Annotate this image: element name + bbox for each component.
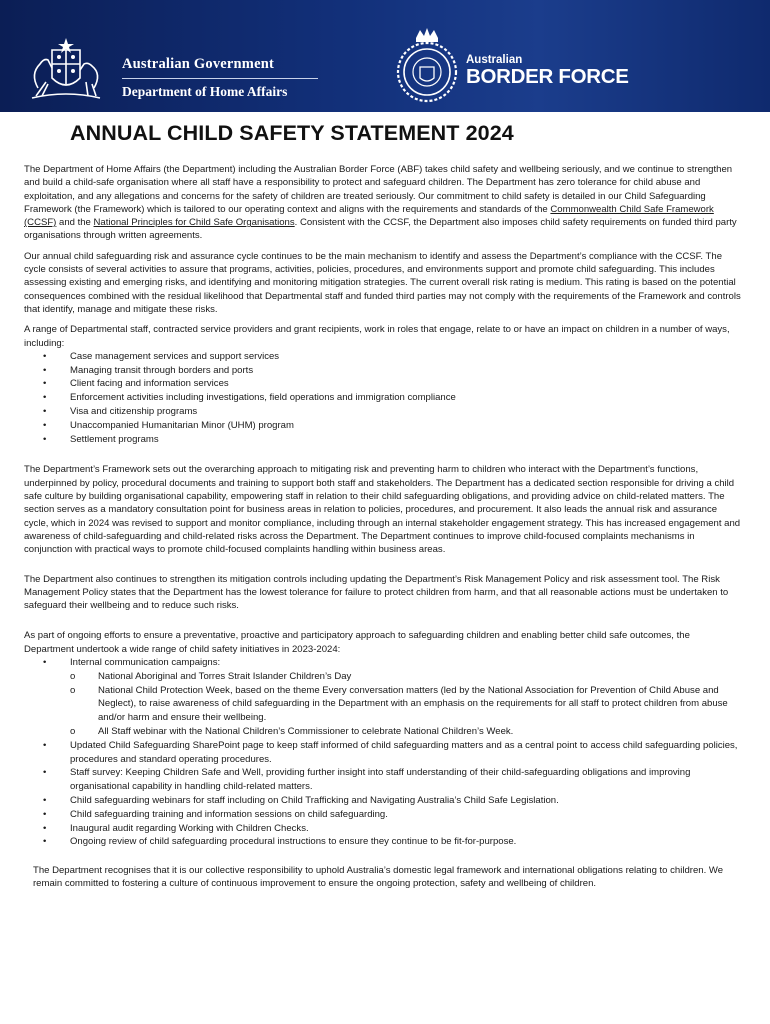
list-item (24, 822, 742, 836)
bullet-icon: • (43, 657, 47, 668)
bullet-icon: • (43, 433, 47, 445)
page-title: ANNUAL CHILD SAFETY STATEMENT 2024 (70, 121, 514, 145)
sub-list-item (70, 670, 742, 684)
border-force-badge-icon (394, 28, 460, 106)
coat-of-arms-icon (18, 38, 114, 102)
bullet-icon: • (43, 767, 47, 779)
roles-paragraph: A range of Departmental staff, contracted service providers and grant recipients, work in roles that engage, relate to or have an impact on children in a number of ways, including: (24, 324, 730, 349)
list-item-text: Ongoing review of child safeguarding procedural instructions to ensure they continue to be fit-for-purpose. (70, 836, 517, 848)
list-item-text: Enforcement activities including investigations, field operations and immigration compliance (70, 392, 456, 404)
bullet-icon: • (43, 739, 47, 751)
header-banner (0, 0, 770, 112)
bullet-icon: • (43, 822, 47, 834)
intro-text-b: and the (56, 217, 94, 229)
department-name: Department of Home Affairs (122, 84, 288, 99)
list-item (24, 391, 742, 405)
list-item (24, 808, 742, 822)
intro-paragraph (24, 163, 742, 243)
list-item (24, 419, 742, 433)
sub-list-item-text: All Staff webinar with the National Children’s Commissioner to celebrate National Children’s Week. (98, 725, 514, 737)
bullet-icon: • (43, 794, 47, 806)
list-item-text: Updated Child Safeguarding SharePoint page to keep staff informed of child safeguarding matters and as a central point to access child safeguarding policies, procedures and standard operating procedures. (70, 739, 738, 765)
sub-list-item-text: National Child Protection Week, based on the theme Every conversation matters (led by the National Association for Prevention of Child Abuse and Neglect), to raise awareness of child safeguarding in the Department with an emphasis on the requirements for all staff to protect children from abuse and/or harm and ensure their wellbeing. (98, 684, 728, 724)
bullet-icon: • (43, 350, 47, 362)
initiatives-paragraph: As part of ongoing efforts to ensure a preventative, proactive and participatory approach to safeguarding children and enabling better child safe outcomes, the Department undertook a wide range of child safety initiatives in 2023-2024: (24, 630, 690, 655)
national-principles-link[interactable]: National Principles for Child Safe Organisations (93, 217, 295, 229)
sub-bullet-icon: o (70, 670, 76, 682)
list-item (24, 656, 742, 739)
closing-paragraph: The Department recognises that it is our collective responsibility to uphold Australia’s domestic legal framework and international obligations relating to children. We remain committed to fostering a culture of continuous improvement to ensure the ongoing protection, safety and wellbeing of children. (33, 865, 724, 890)
bullet-icon: • (43, 378, 47, 390)
campaigns-sublist (70, 670, 742, 739)
list-item (24, 794, 742, 808)
bullet-icon: • (43, 419, 47, 431)
initiatives-list (24, 656, 742, 849)
list-item-text: Settlement programs (70, 433, 159, 445)
bullet-icon: • (43, 836, 47, 848)
border-force-label: BORDER FORCE (466, 65, 629, 88)
bullet-icon: • (43, 392, 47, 404)
list-item (24, 350, 742, 364)
government-name: Australian Government (122, 56, 275, 72)
list-item (24, 405, 742, 419)
risk-policy-paragraph: The Department also continues to strengthen its mitigation controls including updating the Department’s Risk Management Policy and risk assessment tool. The Risk Management Policy states that the Department has the lowest tolerance for failure to protect children from harm, and that all reasonable actions must be undertaken to safeguard their wellbeing and to reduce such risks. (24, 573, 729, 612)
ccsf-link[interactable]: Commonwealth Child Safe Framework (CCSF) (24, 203, 714, 229)
sub-list-item (70, 684, 742, 725)
framework-paragraph: The Department’s Framework sets out the overarching approach to mitigating risk and preventing harm to children who interact with the Department’s functions, underpinned by policy, procedural documents and training to support both staff and stakeholders. The Department has a dedicated section responsible for driving a child safe culture by building organisational capability, empowering staff in relation to their child safeguarding obligations, and providing advice on child-related matters. The section serves as a mandatory consultation point for business areas in relation to policies, procedures, and procurement. It also leads the annual risk and assurance cycle, which in 2024 was revised to support and monitor compliance, including through an internal stakeholder engagement strategy. This has increased engagement and awareness of child-safeguarding and child-related risks across the Department. The Department continues to improve child-focused complaints mechanisms in conjunction with practical ways to promote child-focused complaints handling within business areas. (24, 464, 741, 556)
list-item-text: Staff survey: Keeping Children Safe and Well, providing further insight into staff understanding of their child-safeguarding obligations and improving organisational capability in handling child-related matters. (70, 767, 691, 793)
header-divider (122, 78, 318, 79)
list-item-text: Internal communication campaigns: (70, 657, 221, 668)
sub-bullet-icon: o (70, 725, 76, 737)
list-item-text: Visa and citizenship programs (70, 406, 198, 418)
bullet-icon: • (43, 808, 47, 820)
sub-list-item (70, 725, 742, 739)
list-item-text: Child safeguarding training and information sessions on child safeguarding. (70, 808, 388, 820)
list-item-text: Unaccompanied Humanitarian Minor (UHM) program (70, 419, 294, 431)
list-item (24, 377, 742, 391)
border-force-label-small: Australian (466, 54, 523, 66)
bullet-icon: • (43, 364, 47, 376)
list-item-text: Managing transit through borders and ports (70, 364, 254, 376)
sub-list-item-text: National Aboriginal and Torres Strait Islander Children’s Day (98, 670, 352, 682)
list-item-text: Client facing and information services (70, 378, 229, 390)
statement-body (24, 118, 742, 891)
risk-cycle-paragraph: Our annual child safeguarding risk and assurance cycle continues to be the main mechanism to identify and assess the Department’s compliance with the CCSF. The cycle consists of several activities to assure that programs, activities, policies, procedures, and environments support and promote child safeguarding. This includes assessing existing and emerging risks, and identifying and monitoring mitigation strategies. The current overall risk rating is medium. This rating is based on the potential consequences combined with the residual likelihood that Departmental staff and funded third parties may not comply with the requirements of the Framework and controls that identify, manage and mitigate these risks. (24, 250, 741, 315)
list-item (24, 739, 742, 767)
list-item-text: Inaugural audit regarding Working with Children Checks. (70, 822, 309, 834)
intro-text-c: . Consistent with the CCSF, the Department also imposes child safety requirements on funded third party organisations through written agreements. (24, 217, 737, 242)
list-item (24, 835, 742, 849)
list-item (24, 364, 742, 378)
sub-bullet-icon: o (70, 684, 76, 696)
list-item-text: Case management services and support services (70, 350, 280, 362)
intro-text-a: The Department of Home Affairs (the Department) including the Australian Border Force (ABF) takes child safety and wellbeing seriously, and we continue to strengthen and build a child-safe organisation where all staff have a responsibility to protect and safeguard children. The Department has zero tolerance for child abuse and exploitation, and any allegations and concerns for the safety of children are treated seriously. Our commitment to child safety is detailed in our Child Safeguarding Framework (the Framework) which is tailored to our operating context and aligns with the requirements and standards of the (24, 164, 733, 215)
list-item (24, 766, 742, 794)
bullet-icon: • (43, 406, 47, 418)
roles-list (24, 350, 742, 447)
list-item-text: Child safeguarding webinars for staff including on Child Trafficking and Navigating Australia’s Child Safe Legislation. (70, 794, 559, 806)
list-item (24, 433, 742, 447)
